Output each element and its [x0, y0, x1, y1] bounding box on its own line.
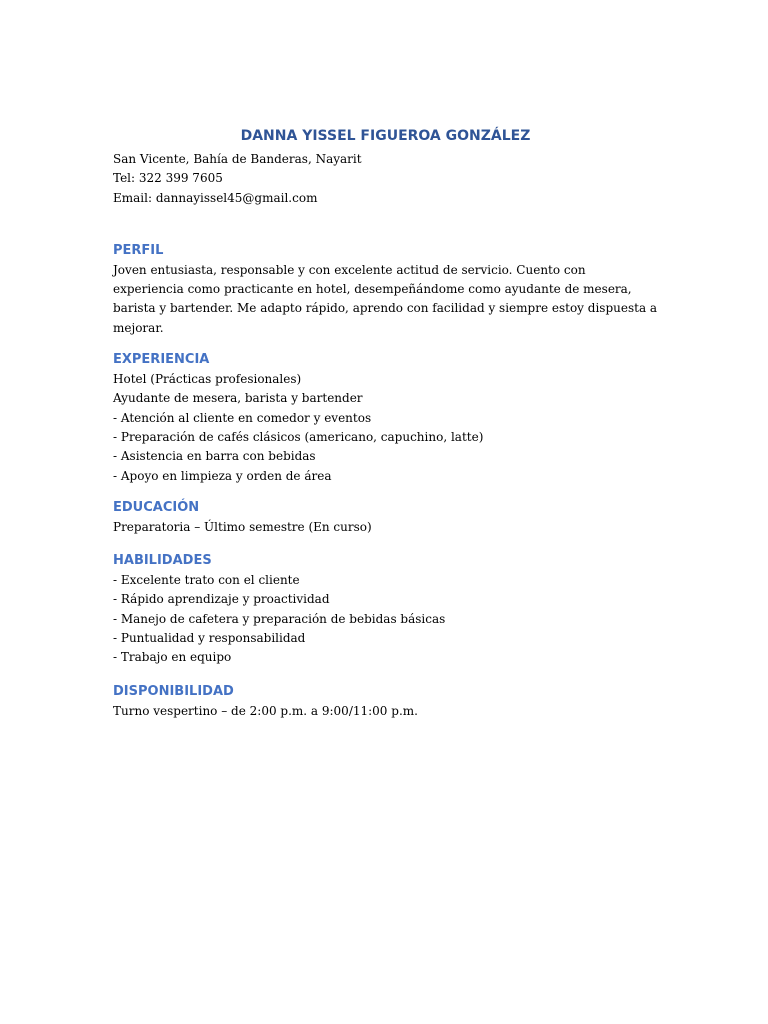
- perfil-paragraph: Joven entusiasta, responsable y con excelente actitud de servicio. Cuento con experiencia como practicante en hotel, desempeñándome como ayudante de mesera, barista y bartender. Me adapto rápido, aprendo con facilidad y siempre estoy dispuesta a mejorar.: [113, 262, 658, 335]
- address-line: San Vicente, Bahía de Banderas, Nayarit: [113, 152, 362, 166]
- section-heading-habilidades: HABILIDADES: [113, 553, 212, 569]
- experiencia-line: - Apoyo en limpieza y orden de área: [113, 468, 332, 483]
- experiencia-line: - Preparación de cafés clásicos (americano, capuchino, latte): [113, 429, 484, 444]
- disponibilidad-list: [113, 702, 658, 721]
- educacion-line: Preparatoria – Último semestre (En curso): [113, 519, 372, 534]
- resume-document: [113, 124, 658, 721]
- habilidades-line: - Excelente trato con el cliente: [113, 573, 300, 588]
- contact-block: [113, 150, 658, 208]
- section-heading-experiencia: EXPERIENCIA: [113, 352, 210, 368]
- experiencia-line: - Asistencia en barra con bebidas: [113, 449, 316, 464]
- section-heading-disponibilidad: DISPONIBILIDAD: [113, 683, 234, 699]
- educacion-list: [113, 518, 658, 537]
- email-line: Email: dannayissel45@gmail.com: [113, 190, 318, 205]
- section-heading-perfil: PERFIL: [113, 242, 164, 258]
- candidate-name: DANNA YISSEL FIGUEROA GONZÁLEZ: [240, 128, 531, 144]
- disponibilidad-line: Turno vespertino – de 2:00 p.m. a 9:00/11:00 p.m.: [113, 703, 418, 718]
- experiencia-line: Hotel (Prácticas profesionales): [113, 372, 302, 387]
- experiencia-line: - Atención al cliente en comedor y eventos: [113, 410, 372, 425]
- habilidades-line: - Manejo de cafetera y preparación de bebidas básicas: [113, 611, 446, 626]
- experiencia-list: [113, 370, 658, 486]
- experiencia-line: Ayudante de mesera, barista y bartender: [113, 391, 363, 406]
- phone-line: Tel: 322 399 7605: [113, 171, 223, 186]
- habilidades-line: - Trabajo en equipo: [113, 650, 232, 665]
- habilidades-line: - Rápido aprendizaje y proactividad: [113, 592, 330, 607]
- section-heading-educacion: EDUCACIÓN: [113, 499, 200, 515]
- habilidades-list: [113, 571, 658, 667]
- habilidades-line: - Puntualidad y responsabilidad: [113, 631, 306, 646]
